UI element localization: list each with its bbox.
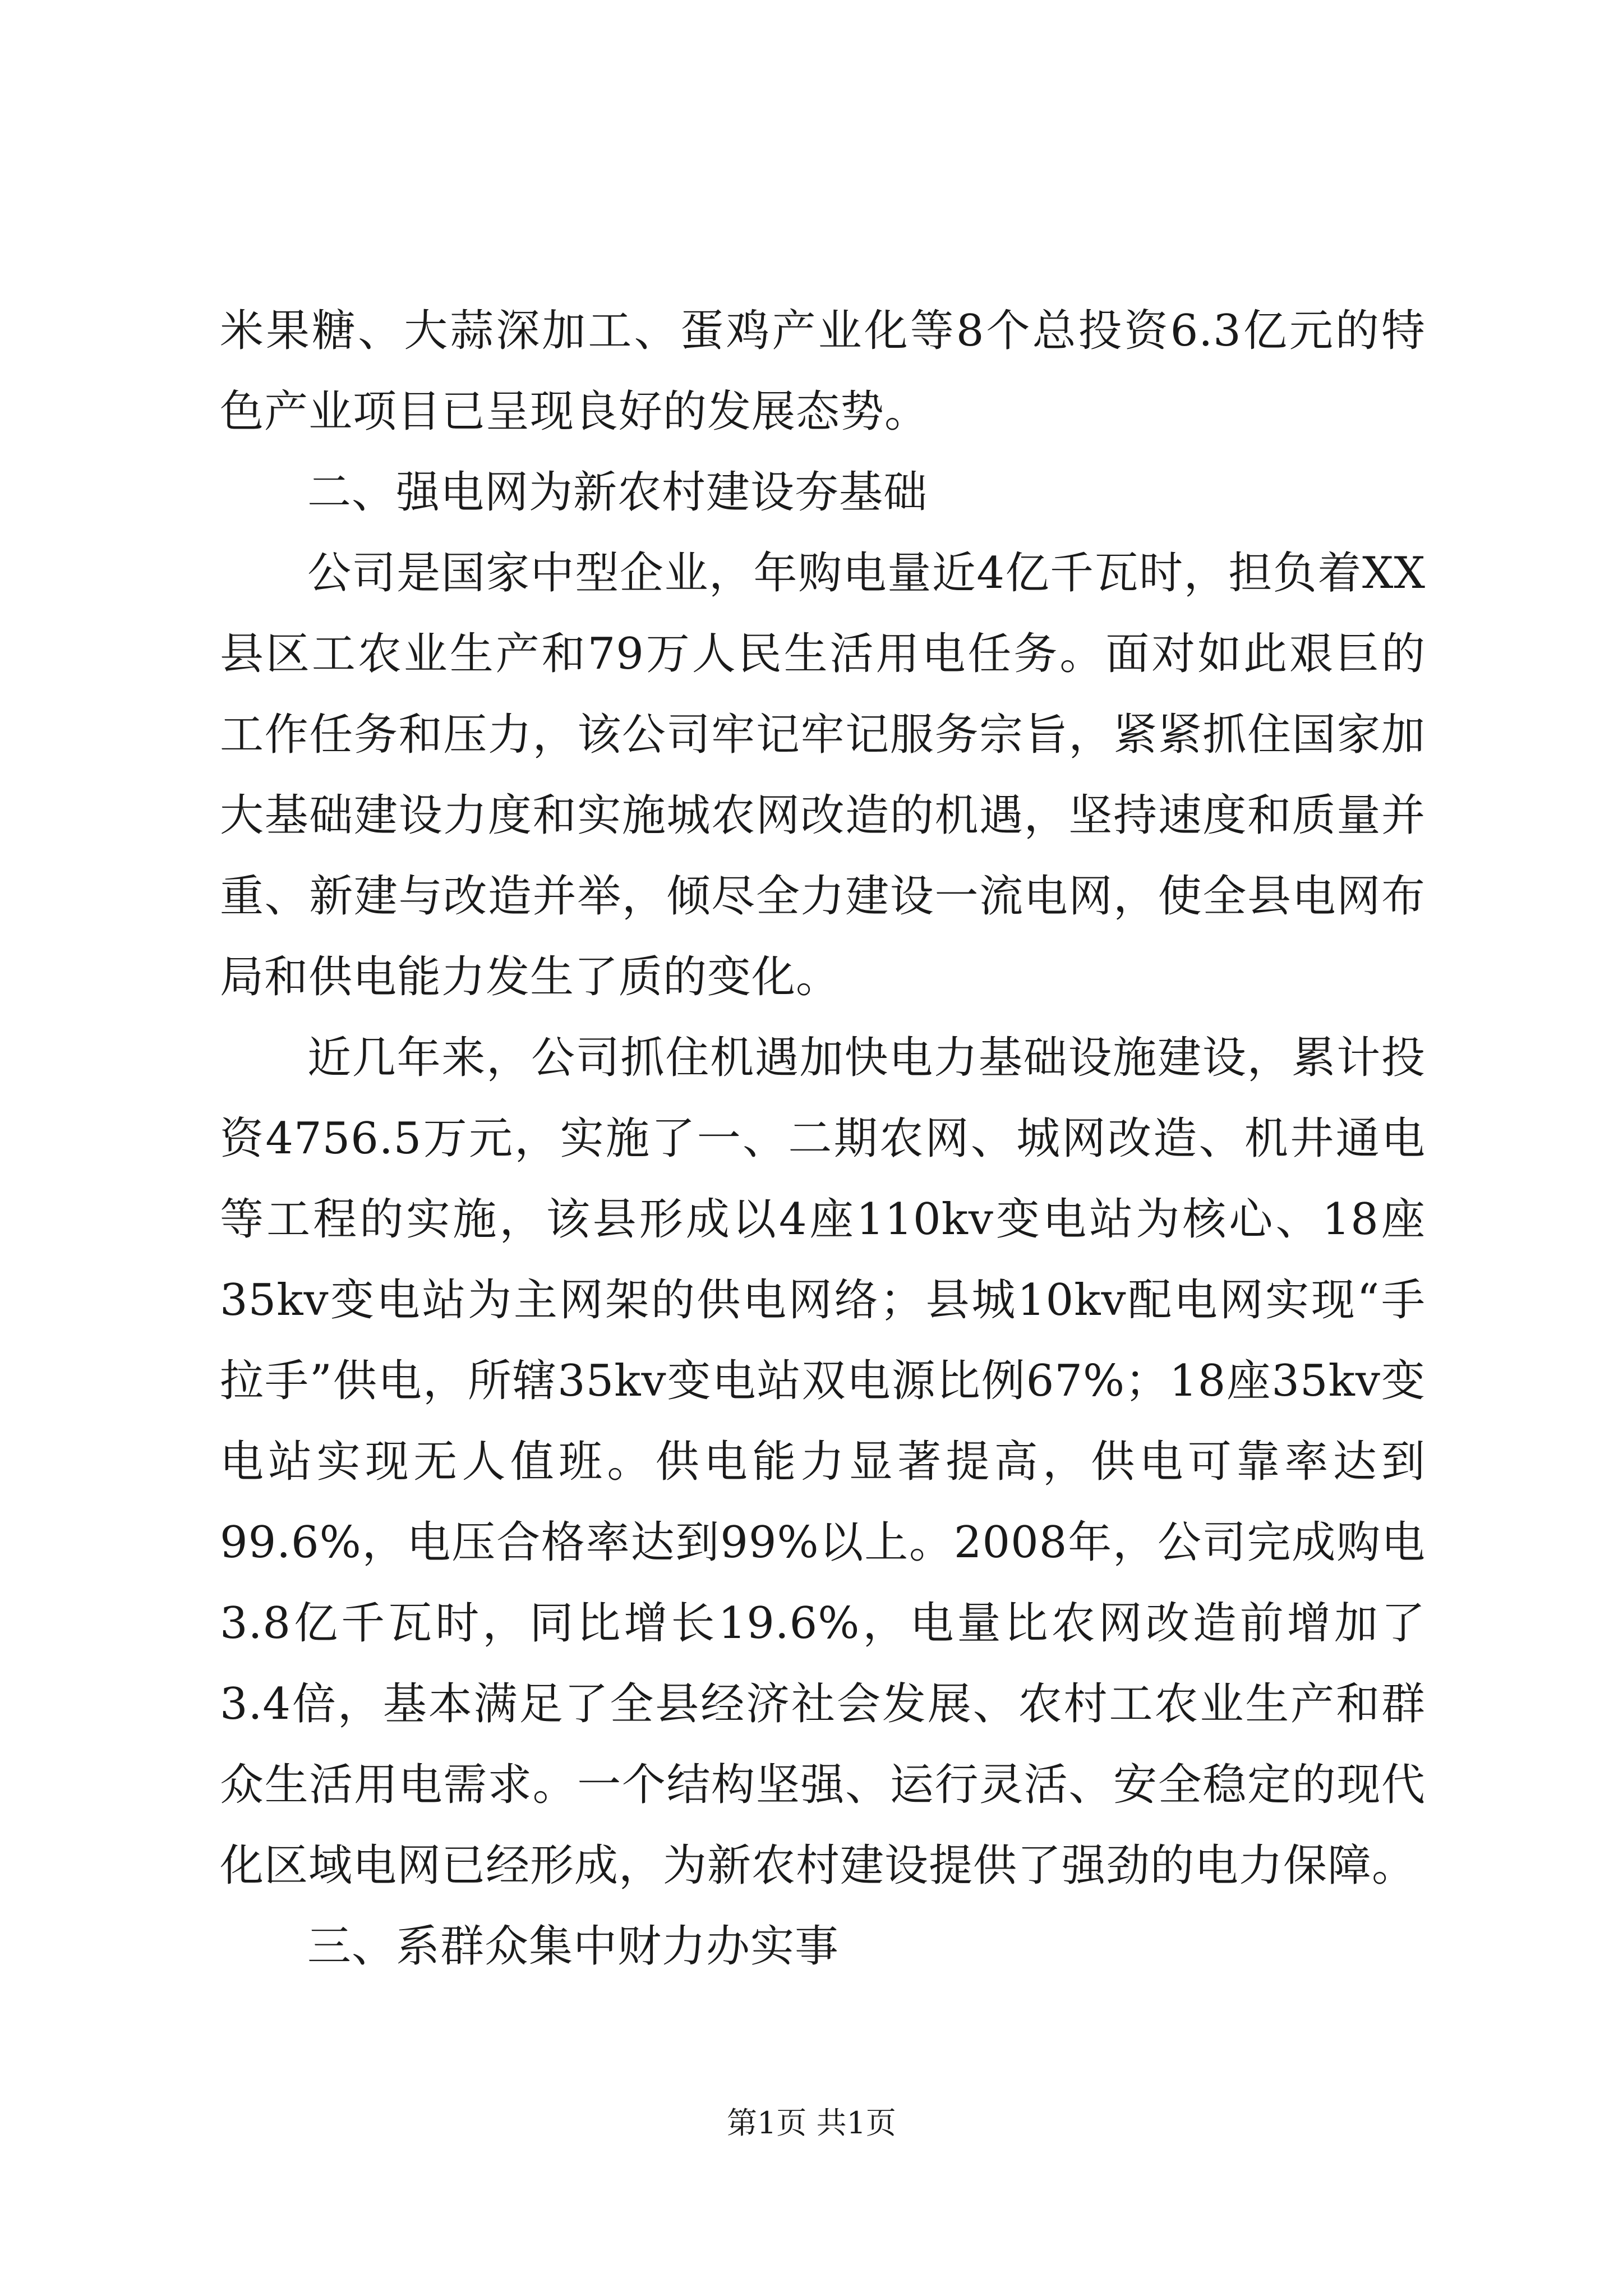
paragraph-continuation: 米果糖、大蒜深加工、蛋鸡产业化等8个总投资6.3亿元的特色产业项目已呈现良好的发展态势。 — [220, 306, 1426, 437]
document-body — [220, 291, 1426, 1987]
page-footer: 第1页 共1页 — [727, 2105, 896, 2141]
section-heading-3: 三、系群众集中财力办实事 — [307, 1921, 840, 1972]
paragraph-infrastructure: 近几年来，公司抓住机遇加快电力基础设施建设，累计投资4756.5万元，实施了一、二期农网、城网改造、机井通电等工程的实施，该县形成以4座110kv变电站为核心、18座35kv变电站为主网架的供电网络；县城10kv配电网实现“手拉手”供电，所辖35kv变电站双电源比例67%；18座35kv变电站实现无人值班。供电能力显著提高，供电可靠率达到99.6%，电压合格率达到99%以上。2008年，公司完成购电3.8亿千瓦时，同比增长19.6%，电量比农网改造前增加了3.4倍，基本满足了全县经济社会发展、农村工农业生产和群众生活用电需求。一个结构坚强、运行灵活、安全稳定的现代化区域电网已经形成，为新农村建设提供了强劲的电力保障。 — [220, 1033, 1426, 1891]
paragraph-company-intro: 公司是国家中型企业，年购电量近4亿千瓦时，担负着XX县区工农业生产和79万人民生活用电任务。面对如此艰巨的工作任务和压力，该公司牢记牢记服务宗旨，紧紧抓住国家加大基础建设力度和实施城农网改造的机遇，坚持速度和质量并重、新建与改造并举，倾尽全力建设一流电网，使全县电网布局和供电能力发生了质的变化。 — [220, 548, 1426, 1002]
section-heading-2: 二、强电网为新农村建设夯基础 — [307, 467, 928, 518]
